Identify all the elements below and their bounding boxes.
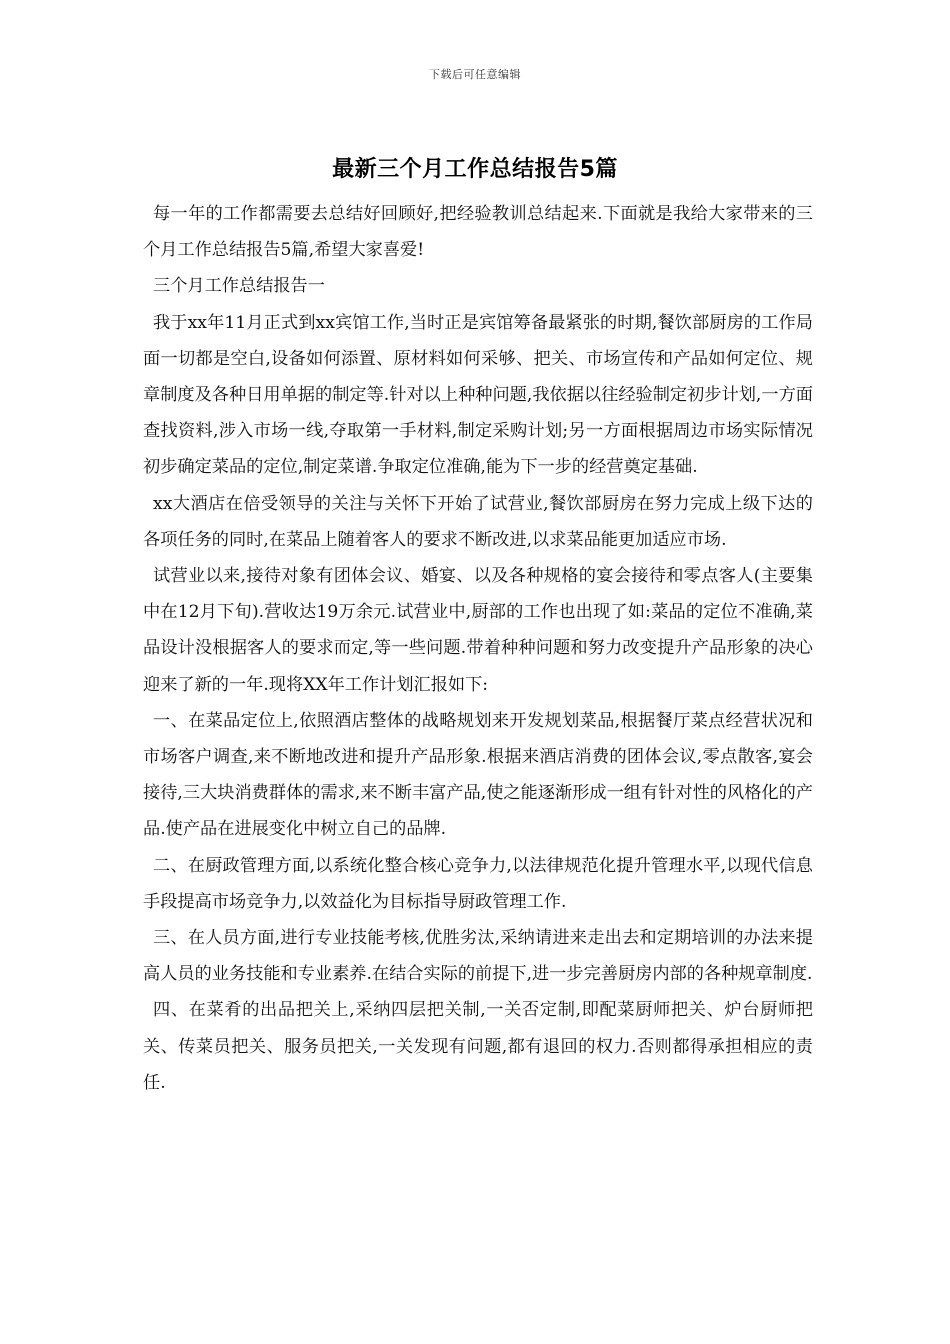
header-note: 下载后可任意编辑: [429, 68, 521, 81]
body-paragraph: 我于xx年11月正式到xx宾馆工作,当时正是宾馆筹备最紧张的时期,餐饮部厨房的工作局面一切都是空白,设备如何添置、原材料如何采够、把关、市场宣传和产品如何定位、规章制度及各种日用单据的制定等.针对以上种种问题,我依据以往经验制定初步计划,一方面查找资料,涉入市场一线,夺取第一手材料,制定采购计划;另一方面根据周边市场实际情况初步确定菜品的定位,制定菜谱.争取定位准确,能为下一步的经营奠定基础.: [143, 312, 813, 478]
section-heading: 三个月工作总结报告一: [153, 276, 325, 297]
intro-paragraph: 每一年的工作都需要去总结好回顾好,把经验教训总结起来.下面就是我给大家带来的三个月工作总结报告5篇,希望大家喜爱!: [143, 204, 813, 261]
document-body: [143, 196, 813, 1101]
plan-item-2: 二、在厨政管理方面,以系统化整合核心竞争力,以法律规范化提升管理水平,以现代信息手段提高市场竞争力,以效益化为目标指导厨政管理工作.: [143, 855, 813, 912]
document-title: 最新三个月工作总结报告5篇: [332, 157, 618, 182]
plan-item-4: 四、在菜肴的出品把关上,采纳四层把关制,一关否定制,即配菜厨师把关、炉台厨师把关、传菜员把关、服务员把关,一关发现有问题,都有退回的权力.否则都得承担相应的责任.: [143, 1000, 813, 1093]
body-paragraph: 试营业以来,接待对象有团体会议、婚宴、以及各种规格的宴会接待和零点客人(主要集中在12月下旬).营收达19万余元.试营业中,厨部的工作也出现了如:菜品的定位不准确,菜品设计没根据客人的要求而定,等一些问题.带着种种问题和努力改变提升产品形象的决心迎来了新的一年.现将XX年工作计划汇报如下:: [143, 566, 813, 695]
plan-item-3: 三、在人员方面,进行专业技能考核,优胜劣汰,采纳请进来走出去和定期培训的办法来提高人员的业务技能和专业素养.在结合实际的前提下,进一步完善厨房内部的各种规章制度.: [143, 928, 813, 985]
plan-item-1: 一、在菜品定位上,依照酒店整体的战略规划来开发规划菜品,根据餐厅菜点经营状况和市场客户调查,来不断地改进和提升产品形象.根据来酒店消费的团体会议,零点散客,宴会接待,三大块消费群体的需求,来不断丰富产品,使之能逐渐形成一组有针对性的风格化的产品.使产品在进展变化中树立自己的品牌.: [143, 710, 813, 840]
body-paragraph: xx大酒店在倍受领导的关注与关怀下开始了试营业,餐饮部厨房在努力完成上级下达的各项任务的同时,在菜品上随着客人的要求不断改进,以求菜品能更加适应市场.: [143, 493, 813, 550]
